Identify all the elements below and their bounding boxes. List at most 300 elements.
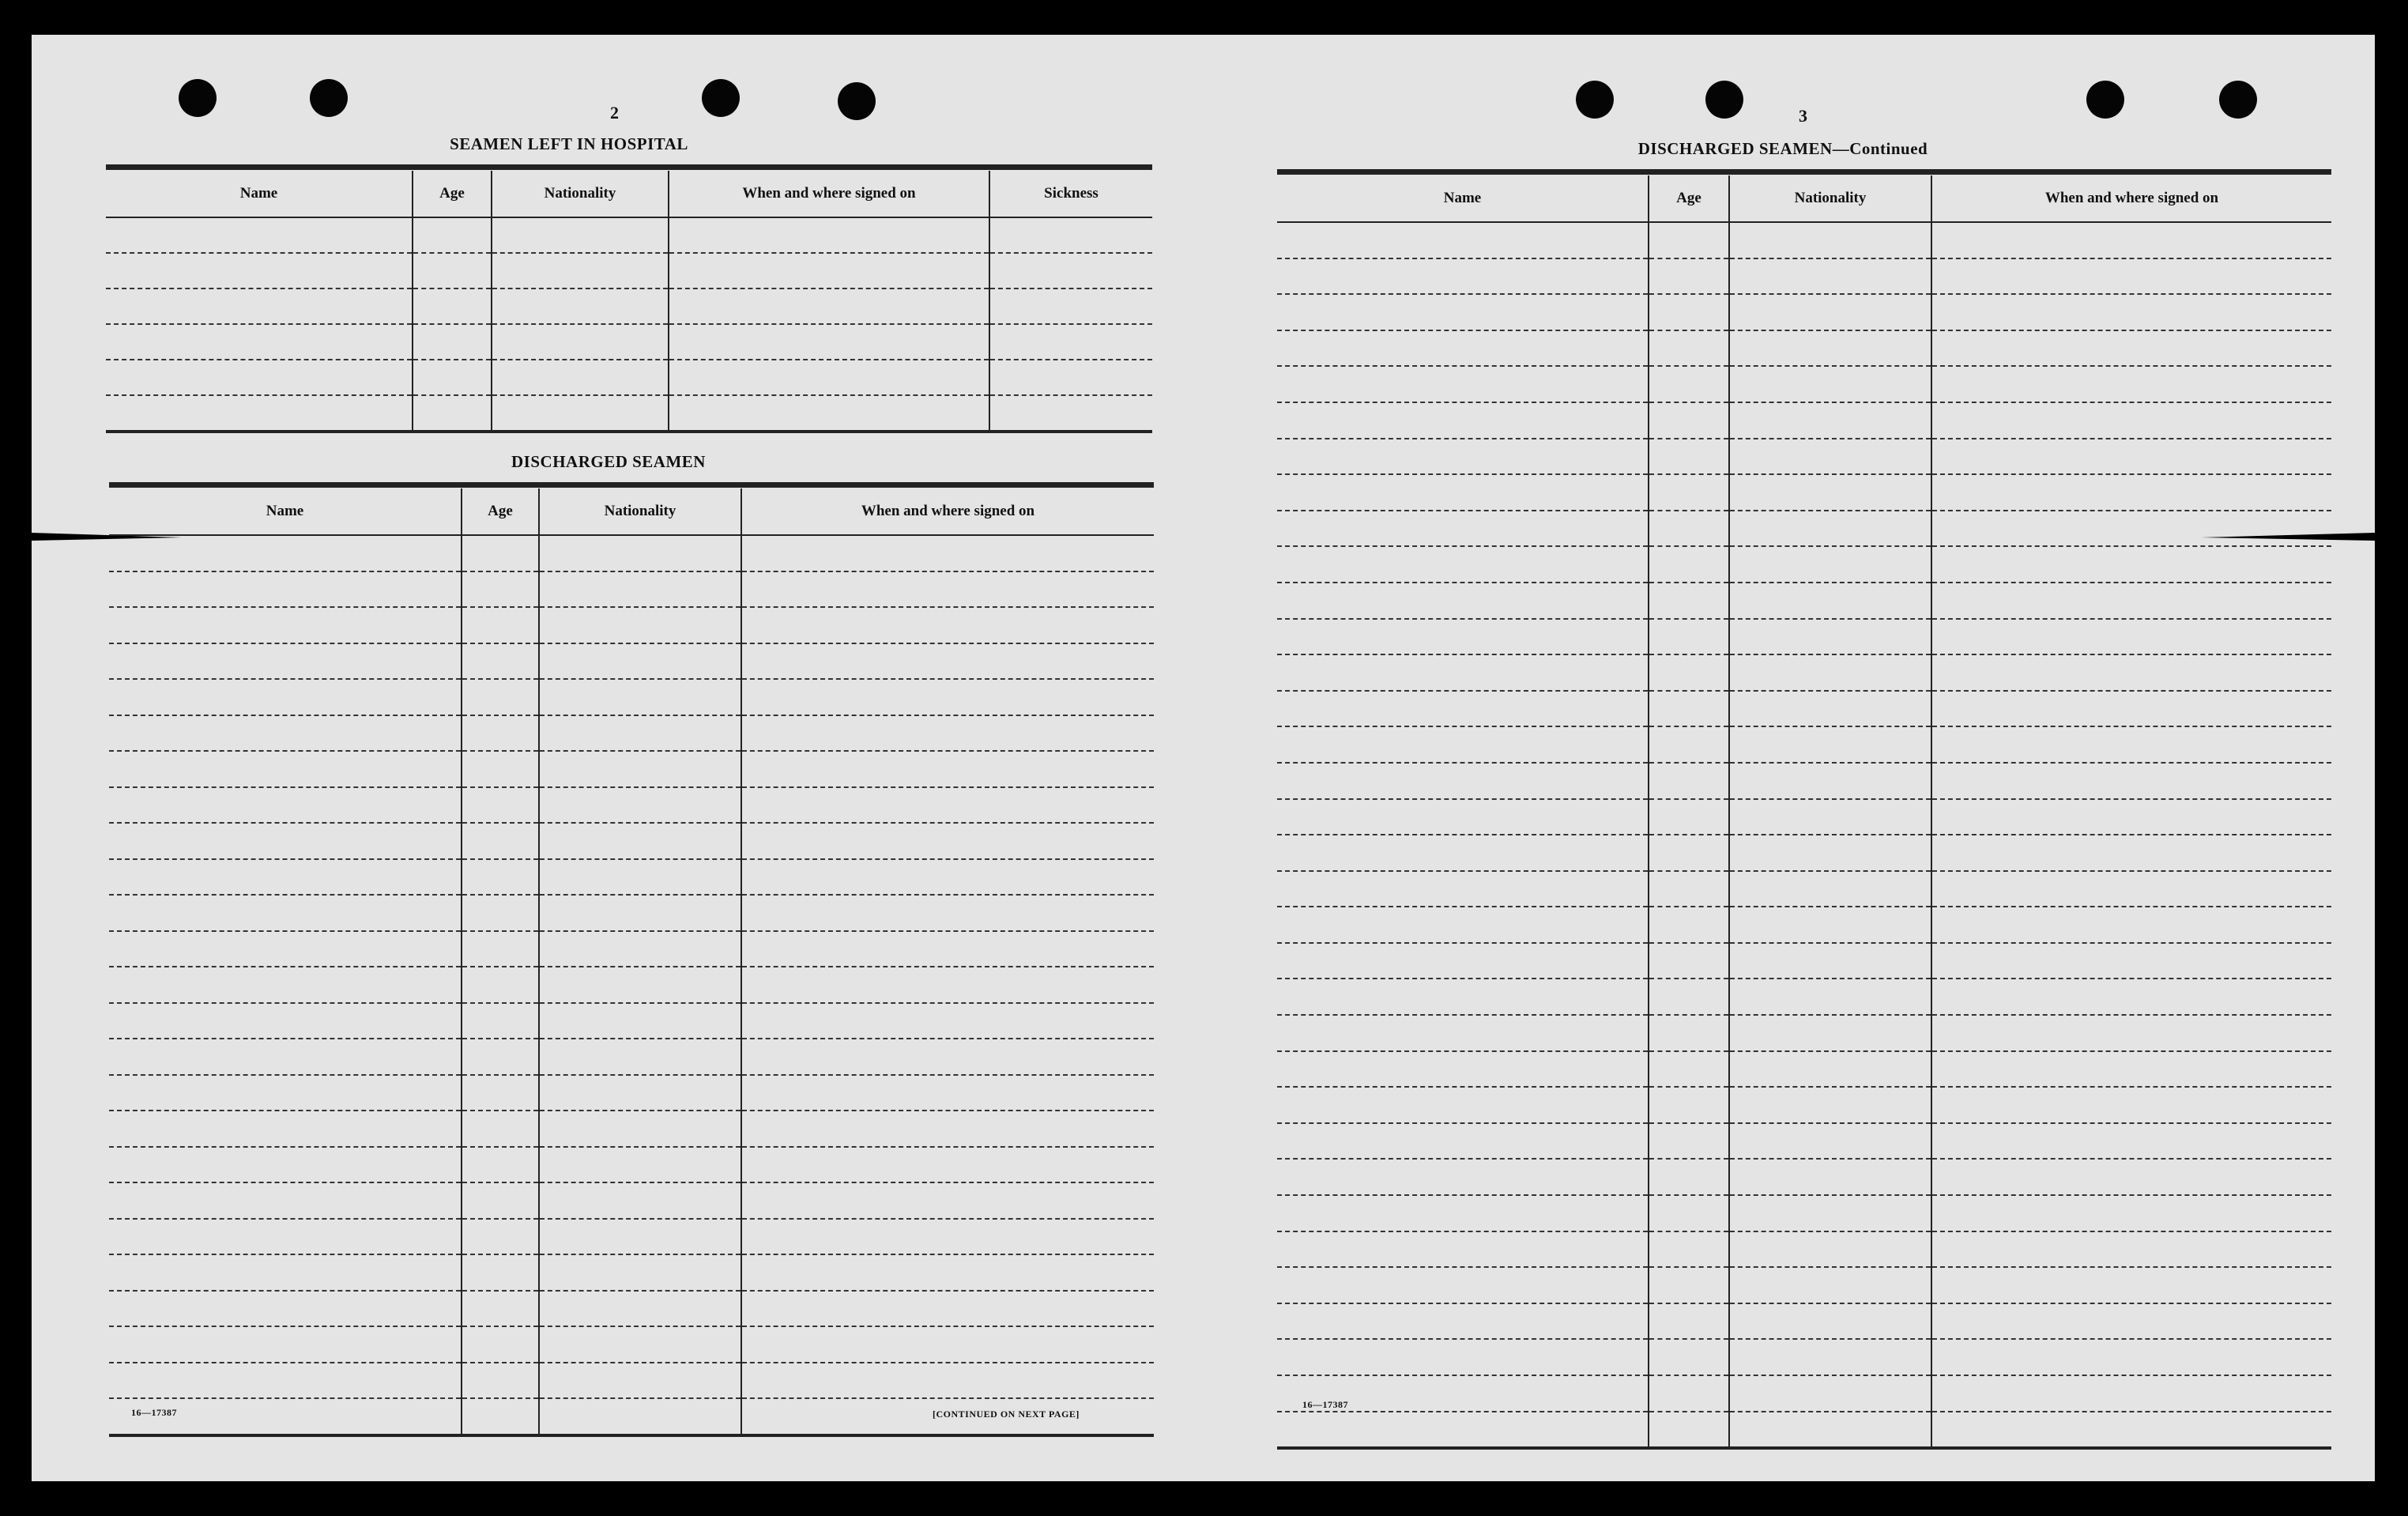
table-cell[interactable]: [1649, 511, 1729, 547]
table-cell[interactable]: [1931, 871, 2331, 907]
table-cell[interactable]: [1649, 1195, 1729, 1231]
table-cell[interactable]: [1649, 1159, 1729, 1195]
table-cell[interactable]: [539, 715, 741, 752]
table-cell[interactable]: [741, 1075, 1154, 1111]
table-cell[interactable]: [1729, 402, 1931, 439]
table-cell[interactable]: [1277, 835, 1649, 871]
table-cell[interactable]: [492, 253, 669, 288]
table-cell[interactable]: [1649, 258, 1729, 295]
table-row: [109, 679, 1154, 715]
table-cell[interactable]: [741, 535, 1154, 571]
table-cell[interactable]: [1277, 1087, 1649, 1123]
table-cell[interactable]: [539, 1003, 741, 1039]
table-cell[interactable]: [669, 395, 989, 432]
table-cell[interactable]: [741, 1291, 1154, 1327]
table-cell[interactable]: [539, 1254, 741, 1291]
table-row: [1277, 871, 2331, 907]
table-cell[interactable]: [1649, 1087, 1729, 1123]
table-cell[interactable]: [1649, 871, 1729, 907]
table-cell[interactable]: [1729, 763, 1931, 799]
table-cell[interactable]: [1729, 294, 1931, 330]
table-cell[interactable]: [1931, 1051, 2331, 1088]
table-cell[interactable]: [669, 288, 989, 324]
table-cell[interactable]: [109, 823, 462, 859]
table-cell[interactable]: [539, 931, 741, 967]
table-cell[interactable]: [989, 395, 1152, 432]
table-cell[interactable]: [462, 1039, 539, 1075]
table-cell[interactable]: [1649, 979, 1729, 1015]
table-cell[interactable]: [1931, 799, 2331, 835]
table-cell[interactable]: [109, 1003, 462, 1039]
table-cell[interactable]: [1277, 546, 1649, 583]
table-cell[interactable]: [1277, 474, 1649, 511]
table-cell[interactable]: [1649, 763, 1729, 799]
table-cell[interactable]: [462, 1219, 539, 1255]
column-header-sickness: Sickness: [989, 171, 1152, 217]
table-cell[interactable]: [1649, 799, 1729, 835]
table-cell[interactable]: [492, 360, 669, 395]
table-cell[interactable]: [109, 535, 462, 571]
table-cell[interactable]: [1729, 907, 1931, 943]
table-cell[interactable]: [109, 931, 462, 967]
table-cell[interactable]: [462, 787, 539, 824]
table-cell[interactable]: [741, 1003, 1154, 1039]
table-cell[interactable]: [1649, 907, 1729, 943]
table-cell[interactable]: [462, 1326, 539, 1363]
table-cell[interactable]: [1729, 1339, 1931, 1375]
table-cell[interactable]: [741, 931, 1154, 967]
table-cell[interactable]: [462, 643, 539, 680]
table-cell[interactable]: [1729, 943, 1931, 979]
table-row: [1277, 511, 2331, 547]
table-cell[interactable]: [1277, 979, 1649, 1015]
table-cell[interactable]: [1729, 511, 1931, 547]
table-cell[interactable]: [1931, 691, 2331, 727]
table-cell[interactable]: [1729, 1303, 1931, 1340]
table-cell[interactable]: [109, 967, 462, 1003]
table-cell[interactable]: [1277, 1231, 1649, 1268]
table-cell[interactable]: [1649, 943, 1729, 979]
table-cell[interactable]: [741, 787, 1154, 824]
table-cell[interactable]: [669, 324, 989, 360]
table-cell[interactable]: [741, 895, 1154, 931]
table-cell[interactable]: [1649, 222, 1729, 258]
column-header-nationality: Nationality: [1729, 175, 1931, 222]
table-cell[interactable]: [1729, 619, 1931, 655]
table-row: [1277, 1015, 2331, 1051]
table-cell[interactable]: [1729, 1015, 1931, 1051]
table-cell[interactable]: [109, 1039, 462, 1075]
table-cell[interactable]: [539, 571, 741, 608]
table-cell[interactable]: [109, 1219, 462, 1255]
table-cell[interactable]: [1649, 583, 1729, 619]
table-cell[interactable]: [413, 395, 492, 432]
table-cell[interactable]: [1277, 654, 1649, 691]
table-cell[interactable]: [1729, 366, 1931, 402]
table-cell[interactable]: [1649, 1231, 1729, 1268]
table-cell[interactable]: [1931, 511, 2331, 547]
table-row: [109, 715, 1154, 752]
table-cell[interactable]: [1931, 1339, 2331, 1375]
table-cell[interactable]: [1649, 474, 1729, 511]
table-cell[interactable]: [1649, 294, 1729, 330]
table-cell[interactable]: [741, 859, 1154, 896]
table-cell[interactable]: [1931, 763, 2331, 799]
table-cell[interactable]: [1277, 222, 1649, 258]
table-cell[interactable]: [462, 1398, 539, 1435]
table-row: [106, 395, 1152, 432]
table-cell[interactable]: [1729, 222, 1931, 258]
table-cell[interactable]: [741, 715, 1154, 752]
table-cell[interactable]: [462, 1075, 539, 1111]
table-cell[interactable]: [989, 253, 1152, 288]
table-cell[interactable]: [1277, 511, 1649, 547]
table-cell[interactable]: [1931, 1195, 2331, 1231]
column-header-signed-on: When and where signed on: [741, 488, 1154, 535]
table-cell[interactable]: [109, 1254, 462, 1291]
table-cell[interactable]: [1277, 439, 1649, 475]
section-rule: [106, 164, 1152, 170]
table-cell[interactable]: [1649, 1375, 1729, 1412]
punch-hole-icon: [310, 79, 348, 117]
table-cell[interactable]: [462, 1111, 539, 1147]
table-cell[interactable]: [1931, 1015, 2331, 1051]
table-cell[interactable]: [1649, 1303, 1729, 1340]
table-cell[interactable]: [1931, 1303, 2331, 1340]
table-cell[interactable]: [109, 715, 462, 752]
table-cell[interactable]: [462, 859, 539, 896]
table-cell[interactable]: [741, 1182, 1154, 1219]
table-cell[interactable]: [741, 751, 1154, 787]
table-cell[interactable]: [539, 895, 741, 931]
table-cell[interactable]: [1649, 654, 1729, 691]
table-cell[interactable]: [1649, 366, 1729, 402]
table-cell[interactable]: [1649, 1412, 1729, 1449]
table-cell[interactable]: [741, 679, 1154, 715]
table-cell[interactable]: [462, 895, 539, 931]
table-cell[interactable]: [741, 1111, 1154, 1147]
column-header-nationality: Nationality: [539, 488, 741, 535]
table-cell[interactable]: [1729, 1231, 1931, 1268]
table-cell[interactable]: [1277, 943, 1649, 979]
table-cell[interactable]: [539, 859, 741, 896]
table-cell[interactable]: [1649, 691, 1729, 727]
table-cell[interactable]: [539, 967, 741, 1003]
table-cell[interactable]: [1729, 691, 1931, 727]
table-cell[interactable]: [462, 751, 539, 787]
table-cell[interactable]: [539, 751, 741, 787]
table-cell[interactable]: [1277, 1159, 1649, 1195]
table-cell[interactable]: [1277, 763, 1649, 799]
table-cell[interactable]: [413, 288, 492, 324]
table-cell[interactable]: [1277, 294, 1649, 330]
table-cell[interactable]: [539, 1039, 741, 1075]
table-row: [1277, 763, 2331, 799]
table-row: [109, 1363, 1154, 1399]
table-cell[interactable]: [462, 1003, 539, 1039]
table-cell[interactable]: [1649, 1123, 1729, 1160]
table-row: [106, 253, 1152, 288]
table-cell[interactable]: [1931, 294, 2331, 330]
table-cell[interactable]: [539, 823, 741, 859]
table-cell[interactable]: [741, 1326, 1154, 1363]
table-row: [1277, 1123, 2331, 1160]
table-cell[interactable]: [1277, 1051, 1649, 1088]
table-cell[interactable]: [1277, 871, 1649, 907]
column-header-nationality: Nationality: [492, 171, 669, 217]
table-cell[interactable]: [539, 1182, 741, 1219]
table-row: [109, 1111, 1154, 1147]
page-number-left: 2: [610, 103, 619, 123]
page-number-right: 3: [1799, 106, 1807, 126]
table-cell[interactable]: [462, 1291, 539, 1327]
table-cell[interactable]: [1729, 726, 1931, 763]
table-cell[interactable]: [1729, 1123, 1931, 1160]
table-cell[interactable]: [669, 360, 989, 395]
table-row: [109, 823, 1154, 859]
discharged-continued-table: [1277, 175, 2331, 1450]
table-cell[interactable]: [1277, 799, 1649, 835]
table-cell[interactable]: [1931, 726, 2331, 763]
table-cell[interactable]: [462, 1147, 539, 1183]
table-cell[interactable]: [1277, 691, 1649, 727]
table-cell[interactable]: [109, 1182, 462, 1219]
table-cell[interactable]: [1931, 439, 2331, 475]
table-cell[interactable]: [1729, 1375, 1931, 1412]
table-cell[interactable]: [1729, 799, 1931, 835]
table-cell[interactable]: [539, 535, 741, 571]
table-cell[interactable]: [1729, 1159, 1931, 1195]
table-row: [1277, 366, 2331, 402]
table-cell[interactable]: [539, 1075, 741, 1111]
table-cell[interactable]: [462, 1182, 539, 1219]
table-cell[interactable]: [1277, 1123, 1649, 1160]
table-row: [109, 895, 1154, 931]
table-cell[interactable]: [1931, 907, 2331, 943]
table-cell[interactable]: [1931, 222, 2331, 258]
table-cell[interactable]: [1931, 1412, 2331, 1449]
table-cell[interactable]: [109, 859, 462, 896]
table-row: [1277, 1159, 2331, 1195]
table-row: [109, 571, 1154, 608]
table-cell[interactable]: [1729, 258, 1931, 295]
table-cell[interactable]: [1277, 1412, 1649, 1449]
table-cell[interactable]: [741, 643, 1154, 680]
table-cell[interactable]: [1931, 474, 2331, 511]
table-cell[interactable]: [741, 1039, 1154, 1075]
table-cell[interactable]: [109, 1291, 462, 1327]
table-cell[interactable]: [1649, 1015, 1729, 1051]
table-cell[interactable]: [1277, 258, 1649, 295]
table-cell[interactable]: [106, 253, 413, 288]
table-cell[interactable]: [989, 217, 1152, 253]
column-header-age: Age: [462, 488, 539, 535]
table-cell[interactable]: [539, 607, 741, 643]
table-cell[interactable]: [1931, 546, 2331, 583]
table-cell[interactable]: [1931, 943, 2331, 979]
table-cell[interactable]: [1649, 330, 1729, 367]
table-cell[interactable]: [462, 679, 539, 715]
table-header-row: [109, 488, 1154, 535]
table-cell[interactable]: [109, 1326, 462, 1363]
table-cell[interactable]: [1649, 1051, 1729, 1088]
table-cell[interactable]: [741, 1147, 1154, 1183]
table-cell[interactable]: [106, 288, 413, 324]
table-row: [109, 643, 1154, 680]
table-cell[interactable]: [1649, 402, 1729, 439]
table-cell[interactable]: [539, 1219, 741, 1255]
table-cell[interactable]: [989, 288, 1152, 324]
table-cell[interactable]: [539, 1291, 741, 1327]
table-cell[interactable]: [462, 931, 539, 967]
table-cell[interactable]: [741, 1363, 1154, 1399]
table-cell[interactable]: [109, 1147, 462, 1183]
table-cell[interactable]: [989, 360, 1152, 395]
table-cell[interactable]: [462, 967, 539, 1003]
table-cell[interactable]: [669, 253, 989, 288]
table-cell[interactable]: [109, 607, 462, 643]
table-cell[interactable]: [1277, 1267, 1649, 1303]
table-cell[interactable]: [989, 324, 1152, 360]
table-cell[interactable]: [1931, 1087, 2331, 1123]
table-cell[interactable]: [109, 643, 462, 680]
table-cell[interactable]: [741, 823, 1154, 859]
table-cell[interactable]: [413, 217, 492, 253]
table-cell[interactable]: [1931, 835, 2331, 871]
table-cell[interactable]: [1277, 619, 1649, 655]
table-cell[interactable]: [539, 1326, 741, 1363]
table-cell[interactable]: [106, 360, 413, 395]
table-cell[interactable]: [1729, 1195, 1931, 1231]
table-cell[interactable]: [1649, 1339, 1729, 1375]
table-cell[interactable]: [539, 787, 741, 824]
table-cell[interactable]: [741, 1254, 1154, 1291]
table-cell[interactable]: [1931, 1231, 2331, 1268]
table-row: [109, 1291, 1154, 1327]
table-cell[interactable]: [1649, 726, 1729, 763]
table-cell[interactable]: [1931, 1123, 2331, 1160]
table-cell[interactable]: [1729, 474, 1931, 511]
table-cell[interactable]: [539, 1111, 741, 1147]
table-cell[interactable]: [1649, 619, 1729, 655]
table-cell[interactable]: [539, 679, 741, 715]
table-cell[interactable]: [462, 571, 539, 608]
table-cell[interactable]: [109, 679, 462, 715]
table-cell[interactable]: [1729, 835, 1931, 871]
table-cell[interactable]: [413, 360, 492, 395]
table-cell[interactable]: [1931, 258, 2331, 295]
table-cell[interactable]: [109, 1363, 462, 1399]
table-cell[interactable]: [1729, 330, 1931, 367]
table-cell[interactable]: [1729, 871, 1931, 907]
punch-hole-icon: [838, 82, 876, 120]
table-cell[interactable]: [1277, 330, 1649, 367]
table-cell[interactable]: [1729, 1412, 1931, 1449]
table-cell[interactable]: [109, 895, 462, 931]
table-cell[interactable]: [462, 1254, 539, 1291]
table-cell[interactable]: [462, 823, 539, 859]
table-cell[interactable]: [413, 253, 492, 288]
table-cell[interactable]: [1729, 1051, 1931, 1088]
table-cell[interactable]: [741, 1219, 1154, 1255]
table-cell[interactable]: [106, 395, 413, 432]
table-cell[interactable]: [1931, 619, 2331, 655]
table-cell[interactable]: [462, 607, 539, 643]
table-cell[interactable]: [492, 288, 669, 324]
table-cell[interactable]: [413, 324, 492, 360]
table-cell[interactable]: [1729, 654, 1931, 691]
table-cell[interactable]: [539, 643, 741, 680]
table-cell[interactable]: [1931, 1267, 2331, 1303]
table-cell[interactable]: [1729, 1087, 1931, 1123]
table-cell[interactable]: [1649, 546, 1729, 583]
hospital-table: [106, 171, 1152, 433]
table-cell[interactable]: [109, 571, 462, 608]
table-row: [109, 931, 1154, 967]
table-cell[interactable]: [539, 1147, 741, 1183]
table-cell[interactable]: [109, 751, 462, 787]
table-cell[interactable]: [1931, 1375, 2331, 1412]
table-cell[interactable]: [109, 1075, 462, 1111]
table-cell[interactable]: [106, 217, 413, 253]
table-row: [1277, 1051, 2331, 1088]
table-cell[interactable]: [1729, 979, 1931, 1015]
table-cell[interactable]: [1277, 1195, 1649, 1231]
table-cell[interactable]: [1277, 1303, 1649, 1340]
table-cell[interactable]: [1729, 583, 1931, 619]
table-cell[interactable]: [1931, 330, 2331, 367]
table-cell[interactable]: [462, 535, 539, 571]
table-cell[interactable]: [741, 967, 1154, 1003]
table-cell[interactable]: [1277, 907, 1649, 943]
table-cell[interactable]: [462, 1363, 539, 1399]
table-cell[interactable]: [741, 607, 1154, 643]
table-cell[interactable]: [741, 571, 1154, 608]
table-cell[interactable]: [492, 395, 669, 432]
table-cell[interactable]: [1931, 366, 2331, 402]
table-cell[interactable]: [1277, 402, 1649, 439]
table-cell[interactable]: [1729, 546, 1931, 583]
table-row: [1277, 835, 2331, 871]
table-cell[interactable]: [1931, 402, 2331, 439]
table-row: [1277, 546, 2331, 583]
table-cell[interactable]: [1729, 439, 1931, 475]
table-cell[interactable]: [539, 1398, 741, 1435]
table-cell[interactable]: [492, 217, 669, 253]
table-cell[interactable]: [669, 217, 989, 253]
table-cell[interactable]: [1931, 1159, 2331, 1195]
table-cell[interactable]: [1649, 1267, 1729, 1303]
table-cell[interactable]: [1931, 654, 2331, 691]
table-cell[interactable]: [1277, 1339, 1649, 1375]
table-row: [1277, 222, 2331, 258]
table-cell[interactable]: [539, 1363, 741, 1399]
table-cell[interactable]: [1277, 726, 1649, 763]
table-cell[interactable]: [1649, 835, 1729, 871]
table-cell[interactable]: [1931, 583, 2331, 619]
table-cell[interactable]: [1277, 366, 1649, 402]
table-cell[interactable]: [1649, 439, 1729, 475]
table-cell[interactable]: [1729, 1267, 1931, 1303]
table-cell[interactable]: [1931, 979, 2331, 1015]
table-cell[interactable]: [492, 324, 669, 360]
table-cell[interactable]: [462, 715, 539, 752]
table-cell[interactable]: [109, 787, 462, 824]
table-cell[interactable]: [109, 1111, 462, 1147]
table-cell[interactable]: [1277, 1015, 1649, 1051]
table-cell[interactable]: [106, 324, 413, 360]
table-cell[interactable]: [1277, 583, 1649, 619]
